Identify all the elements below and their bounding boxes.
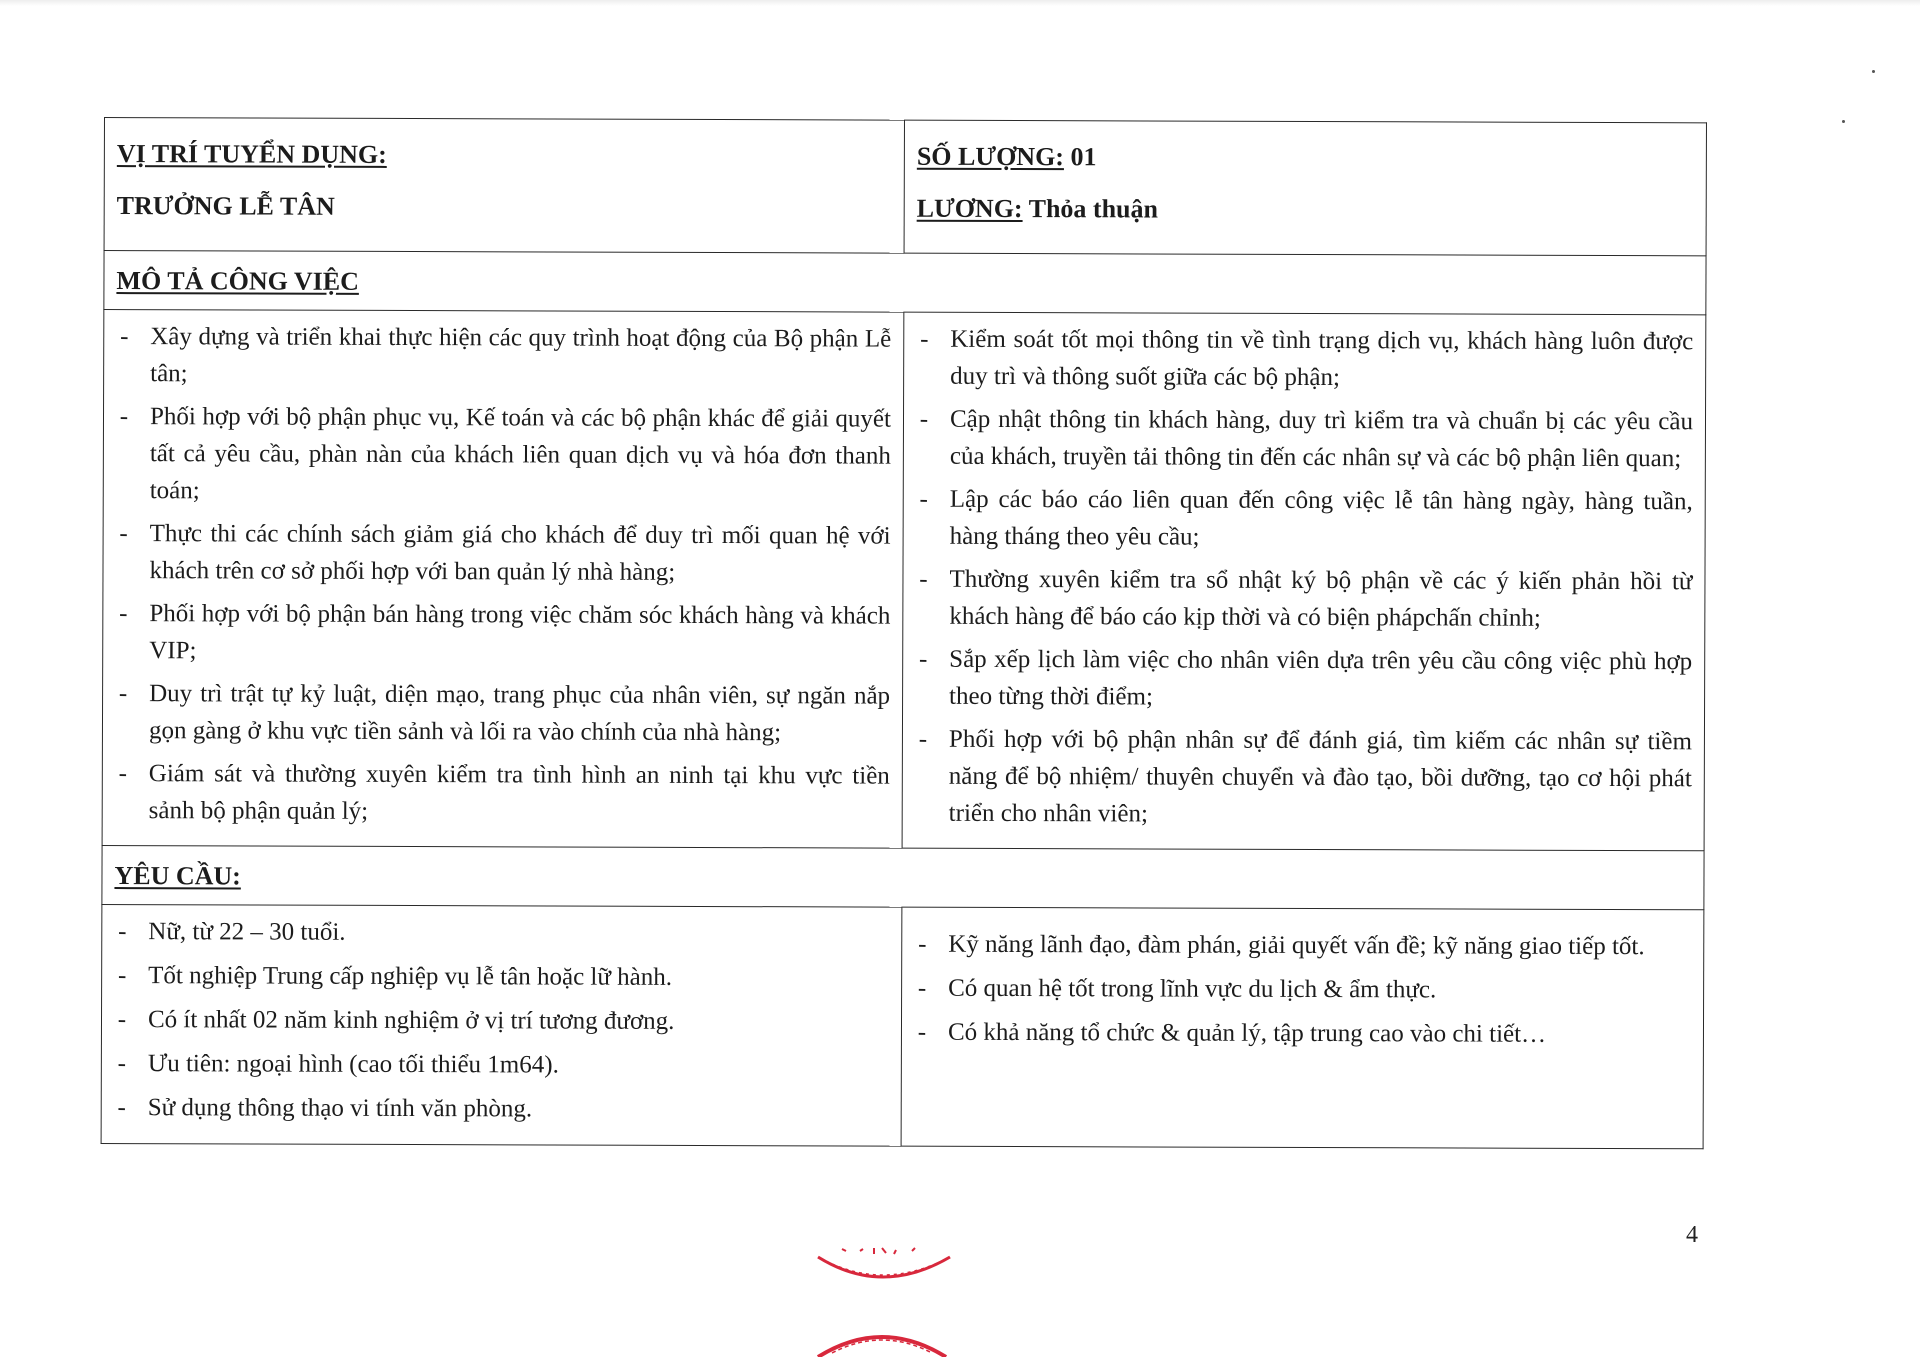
list-item [912,926,1691,966]
quantity-label: SỐ LƯỢNG: [916,141,1065,172]
job-description-right-list [913,321,1694,835]
list-item-text: Giám sát và thường xuyên kiểm tra tình hình an ninh tại khu vực tiền sảnh bộ phận quản lý; [148,760,890,825]
requirements-right-list [912,916,1691,1054]
list-item [914,321,1693,398]
requirements-heading-row [102,845,1704,909]
job-description-right-cell [902,312,1706,851]
bullet-dash: - [920,325,929,353]
quantity-value: 01 [1070,142,1097,172]
job-description-heading-cell [104,251,1706,315]
list-item-text: Có quan hệ tốt trong lĩnh vực du lịch & ẩm thực. [948,974,1437,1004]
bullet-dash: - [117,1006,127,1034]
requirements-right-cell [901,907,1704,1149]
requirements-left-cell [101,904,902,1146]
bullet-dash: - [119,600,128,628]
bullet-dash: - [118,680,128,708]
list-item [913,561,1692,638]
list-item-text: Cập nhật thông tin khách hàng, duy trì kiểm tra và chuẩn bị các yêu cầu của khách, truyền tải thông tin đến các nhân sự và các bộ phận liên quan; [949,405,1694,473]
list-item [112,1001,889,1041]
list-item-text: Có khả năng tổ chức & quản lý, tập trung cao vào chi tiết… [947,1018,1547,1048]
list-item [912,970,1691,1010]
job-description-left-list [113,318,892,832]
list-item [114,398,891,512]
list-item [113,755,890,832]
bullet-dash: - [119,403,129,431]
bullet-dash: - [117,962,127,990]
position-value: TRƯỞNG LỄ TÂN [116,191,335,221]
list-item [113,515,890,592]
list-item [912,1014,1691,1054]
list-item-text: Xây dựng và triển khai thực hiện các quy trình hoạt động của Bộ phận Lễ tân; [150,323,892,388]
bullet-dash: - [118,760,128,788]
bullet-dash: - [117,1050,127,1078]
salary-value: Thỏa thuận [1028,194,1159,224]
list-item-text: Nữ, từ 22 – 30 tuổi. [148,918,346,946]
list-item [112,913,889,953]
list-item-text: Phối hợp với bộ phận phục vụ, Kế toán và các bộ phận khác để giải quyết tất cả yêu cầu, phàn nàn của khách liên quan dịch vụ và hóa đơn thanh toán; [149,403,892,505]
bullet-dash: - [919,405,929,433]
bullet-dash: - [120,323,129,351]
scan-speck [1842,120,1845,123]
list-item-text: Phối hợp với bộ phận nhân sự để đánh giá, tìm kiếm các nhân sự tiềm năng để bộ nhiệm/ thuyên chuyển và đào tạo, bồi dưỡng, tạo cơ hội phát triển cho nhân viên; [948,725,1692,828]
red-stamp-seal [812,1245,952,1357]
quantity-line [917,131,1694,186]
list-item [913,641,1692,718]
list-item [914,401,1693,478]
list-item-text: Lập các báo cáo liên quan đến công việc lễ tân hàng ngày, hàng tuần, hàng tháng theo yêu cầu; [949,485,1693,551]
list-item [112,1045,889,1085]
salary-line [917,183,1694,238]
bullet-dash: - [119,520,128,548]
list-item-text: Sử dụng thông thạo vi tính văn phòng. [147,1094,533,1123]
bullet-dash: - [117,1094,126,1122]
requirements-row [101,904,1704,1148]
bullet-dash: - [917,974,927,1002]
list-item [112,957,889,997]
list-item-text: Duy trì trật tự kỷ luật, diện mạo, trang phục của nhân viên, sự ngăn nắp gọn gàng ở khu vực tiền sảnh và lối ra vào chính của nhà hàng; [148,680,891,747]
bullet-dash: - [118,918,127,946]
scan-edge [0,0,1920,6]
list-item [913,721,1692,835]
list-item-text: Tốt nghiệp Trung cấp nghiệp vụ lễ tân hoặc lữ hành. [148,962,673,991]
page-number: 4 [1686,1222,1698,1248]
bullet-dash: - [919,565,928,593]
job-description-left-cell [102,310,904,849]
list-item [113,595,890,672]
job-description-title: MÔ TẢ CÔNG VIỆC [116,266,359,296]
list-item [113,675,890,752]
salary-label: LƯƠNG: [916,193,1023,224]
scan-speck [1872,70,1875,73]
bullet-dash: - [917,1018,927,1046]
list-item-text: Thường xuyên kiểm tra sổ nhật ký bộ phận về các ý kiến phản hồi từ khách hàng để báo cáo kịp thời và có biện phápchấn chỉnh; [949,565,1693,632]
list-item [914,481,1693,558]
list-item-text: Ưu tiên: ngoại hình (cao tối thiểu 1m64). [147,1050,559,1079]
bullet-dash: - [918,645,928,673]
bullet-dash: - [919,485,928,513]
list-item [112,1089,889,1129]
job-description-heading-row [104,251,1706,315]
requirements-left-list [112,913,890,1129]
header-row [104,118,1706,256]
list-item-text: Kiểm soát tốt mọi thông tin về tình trạng dịch vụ, khách hàng luôn được duy trì và thông suốt giữa các bộ phận; [950,325,1694,392]
requirements-title: YÊU CẦU: [114,861,241,891]
quantity-salary-cell [904,120,1706,256]
list-item-text: Sắp xếp lịch làm việc cho nhân viên dựa trên yêu cầu công việc phù hợp theo từng thời điểm; [949,645,1693,711]
bullet-dash: - [918,725,928,753]
bullet-dash: - [918,930,927,958]
position-label: VỊ TRÍ TUYỂN DỤNG: [116,139,387,169]
list-item-text: Kỹ năng lãnh đạo, đàm phán, giải quyết vấn đề; kỹ năng giao tiếp tốt. [948,930,1645,961]
list-item [114,318,891,395]
position-cell [104,118,904,254]
job-posting-table [101,117,1707,1149]
requirements-heading-cell [102,845,1704,909]
job-description-row [102,310,1706,851]
list-item-text: Có ít nhất 02 năm kinh nghiệm ở vị trí tương đương. [147,1006,675,1035]
list-item-text: Phối hợp với bộ phận bán hàng trong việc chăm sóc khách hàng và khách VIP; [149,600,891,665]
list-item-text: Thực thi các chính sách giảm giá cho khách để duy trì mối quan hệ với khách trên cơ sở phối hợp với ban quản lý nhà hàng; [149,520,891,586]
